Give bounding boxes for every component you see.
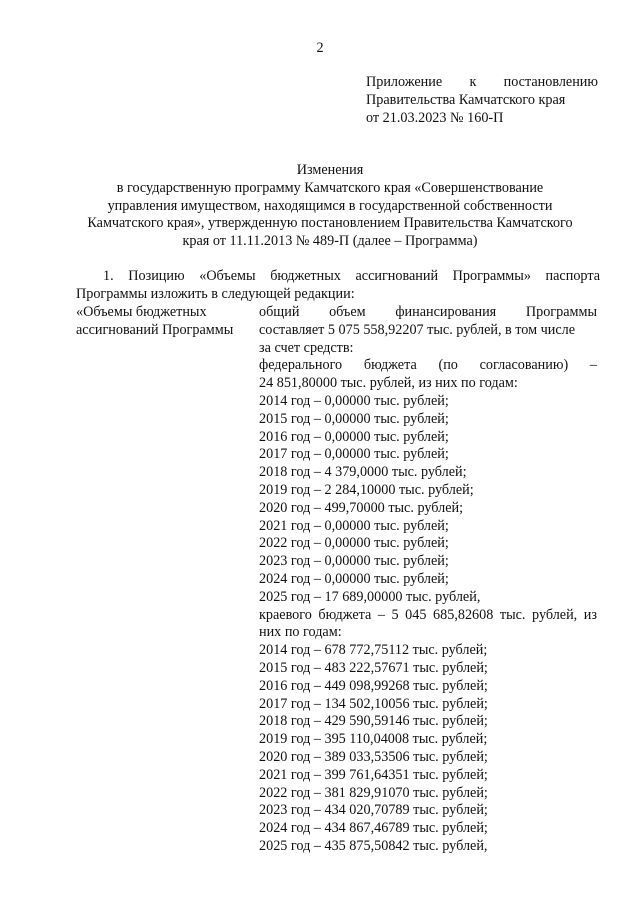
- title-line: управления имуществом, находящимся в государственной собственности: [107, 197, 553, 214]
- appendix-block: [366, 74, 598, 127]
- appendix-line: от 21.03.2023 № 160-П: [366, 109, 504, 126]
- regional-year-item: 2021 год – 399 761,64351 тыс. рублей;: [259, 766, 488, 783]
- regional-year-item: 2014 год – 678 772,75112 тыс. рублей;: [259, 642, 488, 659]
- federal-year-item: 2023 год – 0,00000 тыс. рублей;: [259, 553, 449, 570]
- regional-year-item: 2017 год – 134 502,10056 тыс. рублей;: [259, 695, 488, 712]
- regional-year-item: 2015 год – 483 222,57671 тыс. рублей;: [259, 659, 488, 676]
- federal-year-item: 2024 год – 0,00000 тыс. рублей;: [259, 570, 449, 587]
- table-left-cell: [76, 304, 256, 340]
- left-cell-line: ассигнований Программы: [76, 321, 234, 338]
- page-number: 2: [316, 40, 324, 56]
- federal-year-item: 2019 год – 2 284,10000 тыс. рублей;: [259, 481, 474, 498]
- regional-year-item: 2025 год – 435 875,50842 тыс. рублей,: [259, 837, 488, 854]
- federal-year-item: 2015 год – 0,00000 тыс. рублей;: [259, 410, 449, 427]
- paragraph-1: [76, 268, 600, 304]
- intro-line: за счет средств:: [259, 339, 354, 356]
- left-cell-line: «Объемы бюджетных: [76, 304, 207, 320]
- regional-header-line: них по годам:: [259, 624, 342, 641]
- intro-line: общий объем финансирования Программы: [259, 304, 597, 320]
- appendix-line: Правительства Камчатского края: [366, 91, 566, 108]
- table-right-cell: [259, 304, 597, 856]
- title-line: Изменения: [296, 162, 364, 178]
- regional-year-item: 2018 год – 429 590,59146 тыс. рублей;: [259, 713, 488, 730]
- federal-year-item: 2020 год – 499,70000 тыс. рублей;: [259, 499, 464, 516]
- regional-header-line: краевого бюджета – 5 045 685,82608 тыс. рублей, из: [259, 606, 597, 623]
- regional-year-item: 2016 год – 449 098,99268 тыс. рублей;: [259, 677, 488, 694]
- paragraph-line: 1. Позицию «Объемы бюджетных ассигнований Программы» паспорта: [103, 268, 600, 284]
- federal-year-item: 2017 год – 0,00000 тыс. рублей;: [259, 446, 449, 463]
- paragraph-line: Программы изложить в следующей редакции:: [76, 285, 355, 302]
- regional-year-item: 2024 год – 434 867,46789 тыс. рублей;: [259, 820, 488, 837]
- regional-year-item: 2019 год – 395 110,04008 тыс. рублей;: [259, 731, 488, 748]
- federal-year-item: 2014 год – 0,00000 тыс. рублей;: [259, 392, 449, 409]
- federal-year-item: 2021 год – 0,00000 тыс. рублей;: [259, 517, 449, 534]
- federal-year-item: 2022 год – 0,00000 тыс. рублей;: [259, 535, 449, 552]
- federal-header-line: 24 851,80000 тыс. рублей, из них по годам:: [259, 375, 518, 392]
- title-line: края от 11.11.2013 № 489-П (далее – Программа): [182, 233, 478, 250]
- intro-line: составляет 5 075 558,92207 тыс. рублей, в том числе: [259, 321, 576, 338]
- title-line: Камчатского края», утвержденную постановлением Правительства Камчатского: [87, 215, 573, 232]
- title-line: в государственную программу Камчатского края «Совершенствование: [116, 179, 544, 196]
- federal-header-line: федерального бюджета (по согласованию) –: [259, 357, 597, 374]
- document-title: [60, 162, 600, 251]
- regional-year-item: 2020 год – 389 033,53506 тыс. рублей;: [259, 748, 488, 765]
- federal-year-item: 2016 год – 0,00000 тыс. рублей;: [259, 428, 449, 445]
- regional-year-item: 2022 год – 381 829,91070 тыс. рублей;: [259, 784, 488, 801]
- federal-year-item: 2018 год – 4 379,0000 тыс. рублей;: [259, 464, 467, 481]
- federal-year-item: 2025 год – 17 689,00000 тыс. рублей,: [259, 588, 481, 605]
- appendix-line: Приложение к постановлению: [366, 74, 598, 90]
- regional-year-item: 2023 год – 434 020,70789 тыс. рублей;: [259, 802, 488, 819]
